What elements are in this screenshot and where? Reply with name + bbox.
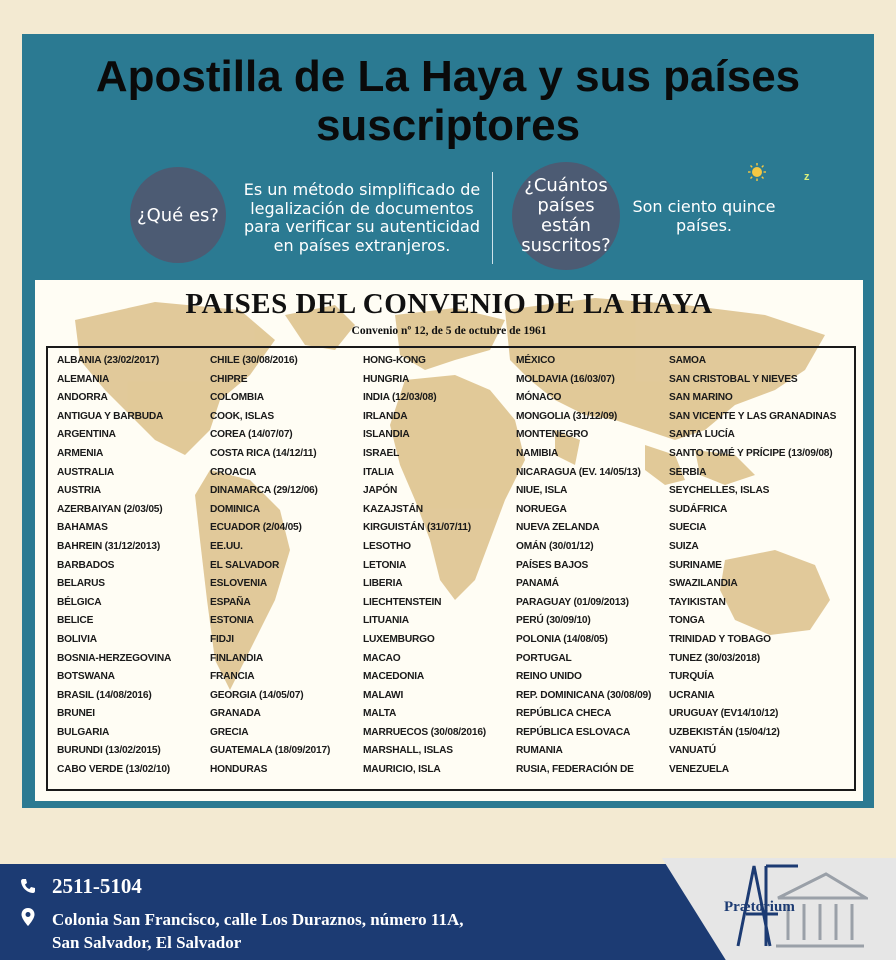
country-cell: ALEMANIA	[57, 373, 110, 385]
country-cell: ESPAÑA	[210, 596, 251, 608]
address-line-2: San Salvador, El Salvador	[52, 933, 242, 952]
country-cell: ARMENIA	[57, 447, 104, 459]
country-cell: SANTO TOMÉ Y PRÍCIPE (13/09/08)	[669, 447, 833, 459]
country-cell: POLONIA (14/08/05)	[516, 633, 608, 645]
country-cell: RUMANIA	[516, 745, 563, 757]
countries-column-2	[210, 352, 330, 780]
countries-column-5	[669, 352, 836, 780]
country-cell: ITALIA	[363, 466, 394, 478]
country-cell: NORUEGA	[516, 503, 567, 515]
country-cell: KIRGUISTÁN (31/07/11)	[363, 522, 471, 534]
country-cell: AUSTRALIA	[57, 466, 115, 478]
country-cell: FINLANDIA	[210, 652, 264, 664]
address-line-1: Colonia San Francisco, calle Los Duraznos, número 11A,	[52, 910, 464, 929]
sun-icon	[748, 163, 766, 181]
country-cell: COREA (14/07/07)	[210, 429, 293, 441]
country-cell: NIUE, ISLA	[516, 485, 568, 497]
country-cell: GRECIA	[210, 726, 249, 738]
country-cell: BULGARIA	[57, 726, 110, 738]
country-cell: OMÁN (30/01/12)	[516, 540, 594, 552]
country-cell: PERÚ (30/09/10)	[516, 615, 591, 627]
country-cell: BELARUS	[57, 578, 105, 590]
country-cell: LIBERIA	[363, 578, 403, 590]
country-cell: PARAGUAY (01/09/2013)	[516, 596, 629, 608]
country-cell: SAN MARINO	[669, 392, 733, 404]
country-cell: MONTENEGRO	[516, 429, 589, 441]
country-cell: BURUNDI (13/02/2015)	[57, 745, 161, 757]
country-cell: REP. DOMINICANA (30/08/09)	[516, 689, 652, 701]
country-cell: SAMOA	[669, 355, 706, 366]
country-cell: LESOTHO	[363, 540, 411, 552]
country-cell: LUXEMBURGO	[363, 633, 435, 645]
country-cell: HONG-KONG	[363, 355, 426, 366]
country-cell: SEYCHELLES, ISLAS	[669, 485, 770, 497]
country-cell: SUIZA	[669, 540, 699, 552]
country-cell: REINO UNIDO	[516, 671, 582, 683]
country-cell: BRASIL (14/08/2016)	[57, 689, 152, 701]
country-cell: MAURICIO, ISLA	[363, 764, 441, 776]
country-cell: ANDORRA	[57, 392, 108, 404]
country-cell: LETONIA	[363, 559, 407, 571]
location-pin-icon	[21, 908, 35, 926]
poster-title: Apostilla de La Haya y sus países suscriptores	[95, 52, 801, 150]
country-cell: NICARAGUA (EV. 14/05/13)	[516, 466, 641, 478]
countries-sheet	[35, 280, 863, 801]
country-cell: CABO VERDE (13/02/10)	[57, 764, 170, 776]
country-cell: KAZAJSTÁN	[363, 503, 423, 515]
country-cell: AZERBAIYAN (2/03/05)	[57, 503, 163, 515]
address	[52, 908, 463, 954]
country-cell: INDIA (12/03/08)	[363, 392, 437, 404]
country-cell: AUSTRIA	[57, 485, 101, 497]
country-cell: ECUADOR (2/04/05)	[210, 522, 302, 534]
country-cell: GEORGIA (14/05/07)	[210, 689, 304, 701]
country-cell: EL SALVADOR	[210, 559, 280, 571]
country-cell: IRLANDA	[363, 410, 408, 422]
country-cell: SAN VICENTE Y LAS GRANADINAS	[669, 410, 837, 422]
phone-icon	[20, 878, 36, 894]
country-cell: GRANADA	[210, 708, 261, 720]
country-cell: COOK, ISLAS	[210, 410, 275, 422]
country-cell: ESLOVENIA	[210, 578, 268, 590]
countries-column-1	[57, 352, 171, 780]
country-cell: ALBANIA (23/02/2017)	[57, 355, 160, 366]
country-cell: TRINIDAD Y TOBAGO	[669, 633, 771, 645]
country-cell: SAN CRISTOBAL Y NIEVES	[669, 373, 798, 385]
country-cell: MARSHALL, ISLAS	[363, 745, 453, 757]
country-cell: CHILE (30/08/2016)	[210, 355, 298, 366]
answer-what: Es un método simplificado de legalización de documentos para verificar su autenticidad en países extranjeros.	[243, 180, 481, 255]
country-cell: REPÚBLICA CHECA	[516, 708, 612, 720]
country-cell: FIDJI	[210, 633, 234, 645]
country-cell: COSTA RICA (14/12/11)	[210, 447, 317, 459]
country-cell: NUEVA ZELANDA	[516, 522, 600, 534]
country-cell: MÉXICO	[516, 355, 555, 366]
answer-how-many: Son ciento quince países.	[632, 197, 776, 235]
country-cell: PORTUGAL	[516, 652, 572, 664]
country-cell: BELICE	[57, 615, 94, 627]
country-cell: DOMINICA	[210, 503, 260, 515]
phone-number: 2511-5104	[52, 874, 142, 898]
countries-column-4	[516, 352, 651, 780]
country-cell: DINAMARCA (29/12/06)	[210, 485, 318, 497]
country-cell: LITUANIA	[363, 615, 409, 627]
country-cell: PAÍSES BAJOS	[516, 559, 589, 571]
zz-icon: z	[804, 171, 810, 183]
country-cell: BAHREIN (31/12/2013)	[57, 540, 161, 552]
country-cell: TAYIKISTAN	[669, 596, 726, 608]
country-cell: ISRAEL	[363, 447, 400, 459]
country-cell: SUDÁFRICA	[669, 503, 728, 515]
country-cell: MÓNACO	[516, 392, 562, 404]
country-cell: BOTSWANA	[57, 671, 115, 683]
country-cell: SERBIA	[669, 466, 707, 478]
country-cell: TURQUÍA	[669, 671, 715, 683]
divider	[492, 172, 493, 264]
country-cell: BOLIVIA	[57, 633, 97, 645]
country-cell: SANTA LUCÍA	[669, 429, 735, 441]
country-cell: CHIPRE	[210, 373, 248, 385]
country-cell: BÉLGICA	[57, 596, 102, 608]
country-cell: SWAZILANDIA	[669, 578, 738, 590]
country-cell: UCRANIA	[669, 689, 715, 701]
country-cell: FRANCIA	[210, 671, 255, 683]
country-cell: TONGA	[669, 615, 705, 627]
country-cell: VANUATÚ	[669, 745, 716, 757]
country-cell: MALTA	[363, 708, 397, 720]
country-cell: MACAO	[363, 652, 401, 664]
country-cell: VENEZUELA	[669, 764, 729, 776]
country-cell: BAHAMAS	[57, 522, 108, 534]
brand-name: Prætorium	[724, 899, 795, 915]
country-cell: CROACIA	[210, 466, 257, 478]
country-cell: HUNGRIA	[363, 373, 410, 385]
country-cell: PANAMÁ	[516, 578, 559, 590]
country-cell: MARRUECOS (30/08/2016)	[363, 726, 486, 738]
question-bubble-how-many: ¿Cuántos países están suscritos?	[512, 162, 620, 270]
countries-table	[46, 346, 856, 791]
country-cell: MONGOLIA (31/12/09)	[516, 410, 618, 422]
country-cell: BARBADOS	[57, 559, 115, 571]
country-cell: UZBEKISTÁN (15/04/12)	[669, 726, 780, 738]
country-cell: SUECIA	[669, 522, 707, 534]
sheet-subtitle: Convenio nº 12, de 5 de octubre de 1961	[351, 325, 547, 337]
country-cell: REPÚBLICA ESLOVACA	[516, 726, 631, 738]
countries-column-3	[363, 352, 486, 780]
country-cell: ESTONIA	[210, 615, 254, 627]
question-bubble-what: ¿Qué es?	[130, 167, 226, 263]
country-cell: GUATEMALA (18/09/2017)	[210, 745, 331, 757]
country-cell: COLOMBIA	[210, 392, 264, 404]
country-cell: ANTIGUA Y BARBUDA	[57, 410, 164, 422]
country-cell: NAMIBIA	[516, 447, 559, 459]
country-cell: MALAWI	[363, 689, 404, 701]
country-cell: SURINAME	[669, 559, 722, 571]
country-cell: EE.UU.	[210, 540, 243, 552]
country-cell: RUSIA, FEDERACIÓN DE	[516, 764, 634, 776]
country-cell: TUNEZ (30/03/2018)	[669, 652, 760, 664]
country-cell: JAPÓN	[363, 485, 398, 497]
poster-panel	[22, 34, 874, 808]
country-cell: ARGENTINA	[57, 429, 116, 441]
country-cell: BOSNIA-HERZEGOVINA	[57, 652, 172, 664]
country-cell: URUGUAY (EV14/10/12)	[669, 708, 779, 720]
country-cell: BRUNEI	[57, 708, 95, 720]
sheet-title: PAISES DEL CONVENIO DE LA HAYA	[185, 288, 713, 320]
country-cell: ISLANDIA	[363, 429, 410, 441]
country-cell: MACEDONIA	[363, 671, 425, 683]
country-cell: MOLDAVIA (16/03/07)	[516, 373, 615, 385]
country-cell: HONDURAS	[210, 764, 268, 776]
country-cell: LIECHTENSTEIN	[363, 596, 442, 608]
